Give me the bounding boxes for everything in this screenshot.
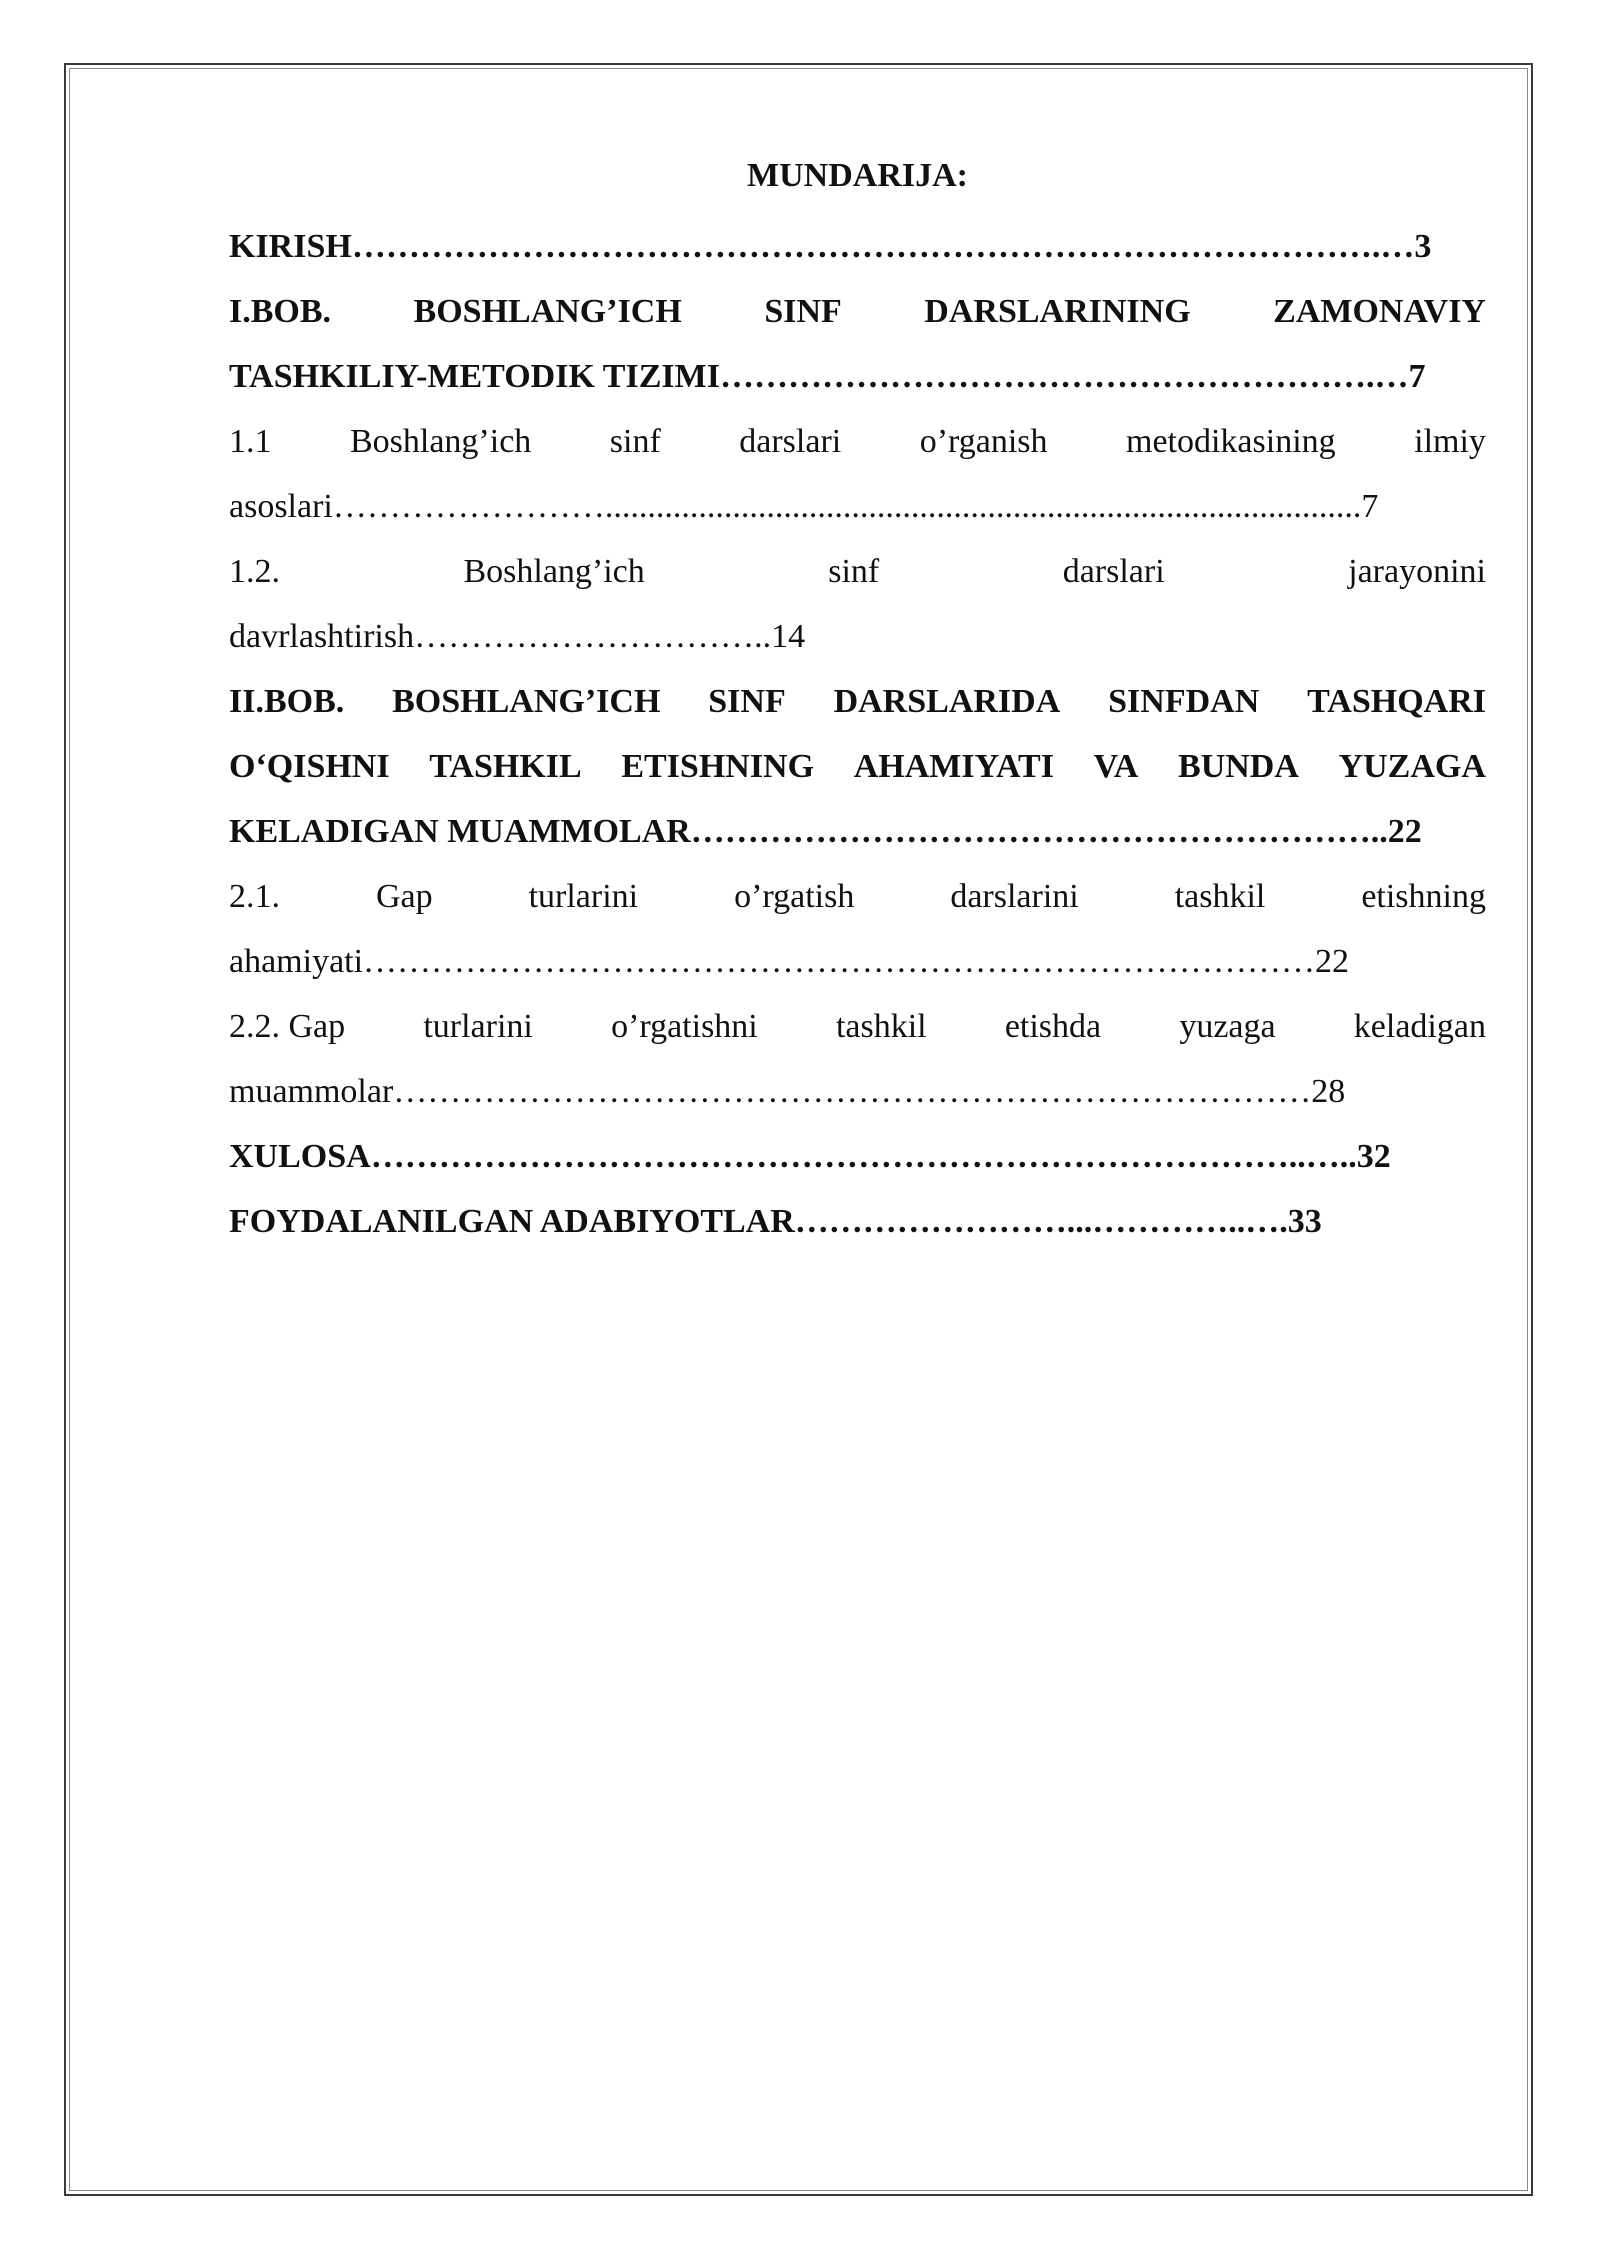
toc-entry-section-1-2-continued: davrlashtirish…………………………..14 bbox=[229, 618, 806, 655]
toc-word: etishning bbox=[1361, 878, 1486, 915]
toc-word: AHAMIYATI bbox=[853, 748, 1054, 785]
toc-entry-section-1-2 bbox=[229, 539, 1486, 604]
toc-word: Boshlang’ich bbox=[463, 553, 645, 590]
toc-entry-section-2-1-continued: ahamiyati…………………………………………………………………………22 bbox=[229, 943, 1350, 980]
toc-entry-chapter-1-title bbox=[229, 279, 1486, 344]
toc-entry-section-1-1 bbox=[229, 409, 1486, 474]
toc-word: 1.2. bbox=[229, 553, 280, 590]
toc-word: ilmiy bbox=[1414, 423, 1486, 460]
toc-word: YUZAGA bbox=[1338, 748, 1486, 785]
toc-word: jarayonini bbox=[1348, 553, 1486, 590]
toc-word: ETISHNING bbox=[621, 748, 815, 785]
toc-word: BOSHLANG’ICH bbox=[413, 293, 682, 330]
toc-word: O‘QISHNI bbox=[229, 748, 390, 785]
toc-word: SINFDAN bbox=[1108, 683, 1260, 720]
toc-word: darslari bbox=[739, 423, 842, 460]
toc-word: tashkil bbox=[835, 1008, 927, 1045]
toc-word: TASHQARI bbox=[1307, 683, 1486, 720]
toc-title: MUNDARIJA: bbox=[747, 157, 968, 194]
toc-entry-chapter-1-continued: TASHKILIY-METODIK TIZIMI………………………………………………….…7 bbox=[229, 358, 1426, 395]
toc-word: o’rgatishni bbox=[611, 1008, 758, 1045]
toc-word: II.BOB. bbox=[229, 683, 345, 720]
toc-word: turlarini bbox=[528, 878, 639, 915]
table-of-contents bbox=[229, 150, 1486, 1254]
toc-word: tashkil bbox=[1174, 878, 1266, 915]
toc-word: yuzaga bbox=[1179, 1008, 1276, 1045]
toc-word: 2.1. bbox=[229, 878, 280, 915]
toc-entry-section-2-2-continued: muammolar………………………………………………………………………28 bbox=[229, 1073, 1346, 1110]
toc-word: Boshlang’ich bbox=[349, 423, 532, 460]
toc-word: keladigan bbox=[1353, 1008, 1486, 1045]
toc-word: Gap bbox=[375, 878, 433, 915]
toc-word: DARSLARIDA bbox=[833, 683, 1061, 720]
toc-word: turlarini bbox=[423, 1008, 533, 1045]
toc-entry-chapter-2-title bbox=[229, 669, 1486, 734]
toc-word: o’rganish bbox=[919, 423, 1048, 460]
toc-entry-chapter-2-continued: KELADIGAN MUAMMOLAR……………………………………………………..22 bbox=[229, 813, 1422, 850]
toc-word: SINF bbox=[708, 683, 786, 720]
toc-word: VA bbox=[1093, 748, 1139, 785]
toc-word: SINF bbox=[764, 293, 842, 330]
toc-word: I.BOB. bbox=[229, 293, 332, 330]
toc-word: ZAMONAVIY bbox=[1273, 293, 1486, 330]
toc-word: darslari bbox=[1062, 553, 1165, 590]
toc-word: 2.2. Gap bbox=[229, 1008, 346, 1045]
toc-word: TASHKIL bbox=[429, 748, 582, 785]
toc-entry-xulosa: XULOSA………………………………………………………………………..…..32 bbox=[229, 1138, 1391, 1175]
toc-entry-section-2-1 bbox=[229, 864, 1486, 929]
toc-word: o’rgatish bbox=[734, 878, 855, 915]
toc-word: 1.1 bbox=[229, 423, 272, 460]
toc-word: BUNDA bbox=[1178, 748, 1299, 785]
toc-word: sinf bbox=[609, 423, 661, 460]
toc-word: etishda bbox=[1004, 1008, 1102, 1045]
toc-word: DARSLARINING bbox=[924, 293, 1191, 330]
toc-word: metodikasining bbox=[1126, 423, 1336, 460]
toc-entry-section-1-1-continued: asoslari…………………….........................................................................................7 bbox=[229, 488, 1379, 525]
toc-word: BOSHLANG’ICH bbox=[392, 683, 661, 720]
toc-word: darslarini bbox=[950, 878, 1079, 915]
toc-entry-adabiyotlar: FOYDALANILGAN ADABIYOTLAR……………………...…………..….33 bbox=[229, 1203, 1322, 1240]
toc-word: sinf bbox=[828, 553, 880, 590]
toc-entry-chapter-2-title-line-2 bbox=[229, 734, 1486, 799]
toc-entry-kirish: KIRISH……………………………………………………………………………….…3 bbox=[229, 228, 1432, 265]
toc-entry-section-2-2 bbox=[229, 994, 1486, 1059]
